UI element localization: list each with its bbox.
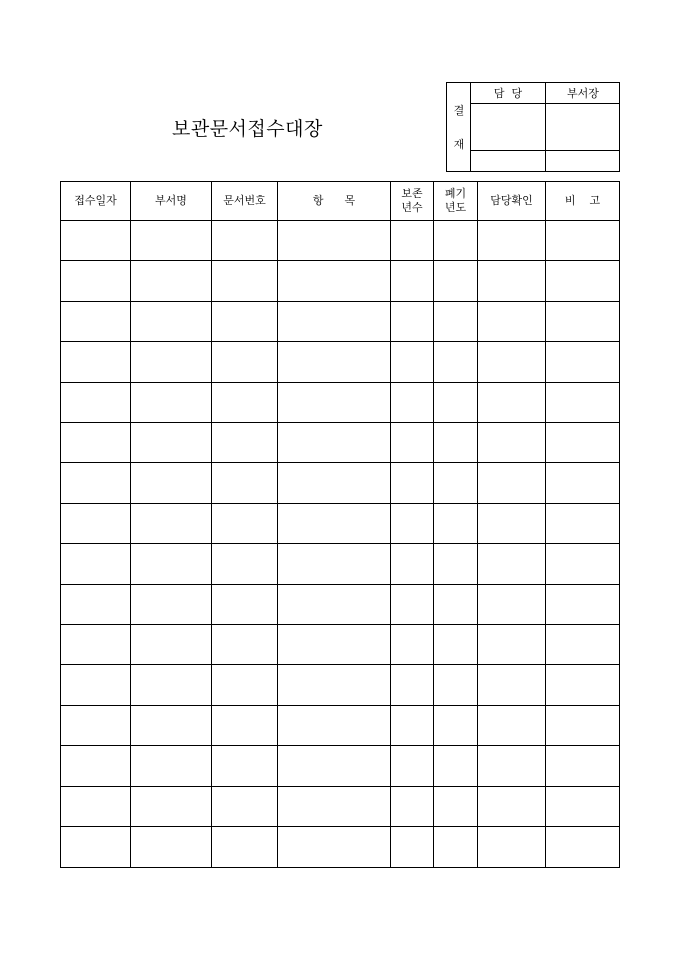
table-cell[interactable]: [212, 544, 277, 584]
table-cell[interactable]: [61, 261, 130, 301]
table-cell[interactable]: [131, 746, 211, 786]
table-cell[interactable]: [212, 585, 277, 624]
table-cell[interactable]: [478, 585, 545, 624]
table-cell[interactable]: [61, 625, 130, 664]
table-cell[interactable]: [546, 665, 618, 705]
table-cell[interactable]: [278, 625, 390, 664]
table-cell[interactable]: [478, 706, 545, 745]
table-cell[interactable]: [212, 625, 277, 664]
table-cell[interactable]: [391, 746, 433, 786]
table-cell[interactable]: [478, 302, 545, 341]
table-cell[interactable]: [61, 463, 130, 503]
table-cell[interactable]: [131, 706, 211, 745]
table-cell[interactable]: [131, 585, 211, 624]
table-cell[interactable]: [391, 585, 433, 624]
table-cell[interactable]: [131, 261, 211, 301]
table-cell[interactable]: [131, 504, 211, 543]
table-cell[interactable]: [61, 221, 130, 260]
table-cell[interactable]: [391, 423, 433, 462]
table-cell[interactable]: [278, 423, 390, 462]
table-cell[interactable]: [278, 544, 390, 584]
table-cell[interactable]: [131, 342, 211, 382]
table-cell[interactable]: [212, 342, 277, 382]
table-cell[interactable]: [278, 787, 390, 826]
table-cell[interactable]: [61, 827, 130, 866]
table-cell[interactable]: [391, 706, 433, 745]
table-cell[interactable]: [546, 383, 618, 422]
table-cell[interactable]: [478, 544, 545, 584]
table-cell[interactable]: [131, 787, 211, 826]
table-cell[interactable]: [434, 827, 477, 866]
table-cell[interactable]: [391, 302, 433, 341]
header-remarks: 비 고: [564, 194, 601, 208]
table-cell[interactable]: [391, 544, 433, 584]
table-cell[interactable]: [546, 423, 618, 462]
table-cell[interactable]: [61, 504, 130, 543]
table-cell[interactable]: [546, 302, 618, 341]
approval-side-label-bottom: 재: [453, 138, 465, 151]
approval-box: [446, 82, 620, 172]
table-cell[interactable]: [212, 665, 277, 705]
table-cell[interactable]: [61, 342, 130, 382]
table-cell[interactable]: [478, 827, 545, 866]
table-cell[interactable]: [434, 787, 477, 826]
table-cell[interactable]: [61, 423, 130, 462]
table-cell[interactable]: [131, 827, 211, 866]
table-cell[interactable]: [434, 342, 477, 382]
table-cell[interactable]: [434, 706, 477, 745]
table-cell[interactable]: [391, 827, 433, 866]
table-cell[interactable]: [61, 665, 130, 705]
table-cell[interactable]: [478, 787, 545, 826]
table-cell[interactable]: [434, 221, 477, 260]
table-cell[interactable]: [391, 787, 433, 826]
header-receipt-date: 접수일자: [74, 194, 117, 208]
header-department: 부서명: [155, 194, 187, 208]
table-cell[interactable]: [434, 665, 477, 705]
table-cell[interactable]: [546, 463, 618, 503]
table-cell[interactable]: [278, 706, 390, 745]
table-cell[interactable]: [131, 383, 211, 422]
table-cell[interactable]: [546, 706, 618, 745]
table-cell[interactable]: [278, 383, 390, 422]
table-cell[interactable]: [391, 504, 433, 543]
table-cell[interactable]: [434, 625, 477, 664]
table-cell[interactable]: [434, 585, 477, 624]
table-cell[interactable]: [212, 383, 277, 422]
table-cell[interactable]: [61, 706, 130, 745]
table-cell[interactable]: [434, 383, 477, 422]
table-cell[interactable]: [434, 302, 477, 341]
table-cell[interactable]: [131, 302, 211, 341]
table-cell[interactable]: [278, 221, 390, 260]
table-cell[interactable]: [391, 625, 433, 664]
table-cell[interactable]: [61, 787, 130, 826]
table-cell[interactable]: [131, 665, 211, 705]
table-cell[interactable]: [131, 625, 211, 664]
table-cell[interactable]: [212, 261, 277, 301]
table-cell[interactable]: [61, 585, 130, 624]
table-cell[interactable]: [391, 665, 433, 705]
table-cell[interactable]: [546, 221, 618, 260]
approval-side-label-top: 결: [453, 104, 465, 117]
table-cell[interactable]: [61, 544, 130, 584]
table-cell[interactable]: [478, 383, 545, 422]
table-cell[interactable]: [391, 342, 433, 382]
approval-sign-manager[interactable]: [546, 104, 620, 150]
table-cell[interactable]: [478, 665, 545, 705]
header-item: 항 목: [312, 194, 356, 208]
table-cell[interactable]: [546, 585, 618, 624]
table-cell[interactable]: [212, 504, 277, 543]
table-cell[interactable]: [546, 342, 618, 382]
table-cell[interactable]: [131, 423, 211, 462]
table-cell[interactable]: [546, 746, 618, 786]
table-cell[interactable]: [391, 463, 433, 503]
table-cell[interactable]: [278, 261, 390, 301]
table-cell[interactable]: [61, 302, 130, 341]
table-cell[interactable]: [61, 383, 130, 422]
table-cell[interactable]: [478, 221, 545, 260]
table-cell[interactable]: [434, 746, 477, 786]
table-cell[interactable]: [434, 423, 477, 462]
table-cell[interactable]: [278, 585, 390, 624]
table-cell[interactable]: [278, 342, 390, 382]
table-cell[interactable]: [278, 302, 390, 341]
table-cell[interactable]: [212, 787, 277, 826]
table-cell[interactable]: [278, 665, 390, 705]
header-officer-check: 담당확인: [490, 194, 533, 208]
table-cell[interactable]: [278, 746, 390, 786]
table-cell[interactable]: [391, 383, 433, 422]
table-cell[interactable]: [546, 544, 618, 584]
table-cell[interactable]: [131, 544, 211, 584]
table-cell[interactable]: [478, 746, 545, 786]
approval-header-staff: 담 당: [493, 87, 523, 100]
header-retention-years: 보존 년수: [401, 187, 423, 214]
table-cell[interactable]: [61, 746, 130, 786]
table-cell[interactable]: [212, 746, 277, 786]
header-disposal-year: 폐기 년도: [444, 187, 467, 214]
table-cell[interactable]: [434, 504, 477, 543]
header-document-number: 문서번호: [223, 194, 266, 208]
approval-header-manager: 부서장: [567, 87, 599, 100]
table-cell[interactable]: [546, 625, 618, 664]
table-cell[interactable]: [434, 261, 477, 301]
table-cell[interactable]: [131, 221, 211, 260]
table-cell[interactable]: [478, 463, 545, 503]
page-title: 보관문서접수대장: [172, 118, 323, 140]
table-cell[interactable]: [478, 423, 545, 462]
table-cell[interactable]: [478, 504, 545, 543]
table-cell[interactable]: [212, 827, 277, 866]
table-cell[interactable]: [478, 625, 545, 664]
table-cell[interactable]: [546, 787, 618, 826]
table-cell[interactable]: [212, 463, 277, 503]
table-cell[interactable]: [278, 504, 390, 543]
table-cell[interactable]: [212, 302, 277, 341]
table-cell[interactable]: [212, 706, 277, 745]
table-cell[interactable]: [212, 221, 277, 260]
approval-sign-staff[interactable]: [471, 104, 545, 150]
receipt-register-table: [60, 181, 620, 868]
table-cell[interactable]: [434, 544, 477, 584]
table-cell[interactable]: [278, 463, 390, 503]
table-cell[interactable]: [478, 261, 545, 301]
table-cell[interactable]: [212, 423, 277, 462]
table-cell[interactable]: [546, 827, 618, 866]
table-cell[interactable]: [546, 261, 618, 301]
table-cell[interactable]: [131, 463, 211, 503]
table-cell[interactable]: [434, 463, 477, 503]
table-cell[interactable]: [391, 261, 433, 301]
table-cell[interactable]: [478, 342, 545, 382]
approval-divider: [470, 150, 619, 151]
table-cell[interactable]: [278, 827, 390, 866]
table-cell[interactable]: [546, 504, 618, 543]
table-cell[interactable]: [391, 221, 433, 260]
